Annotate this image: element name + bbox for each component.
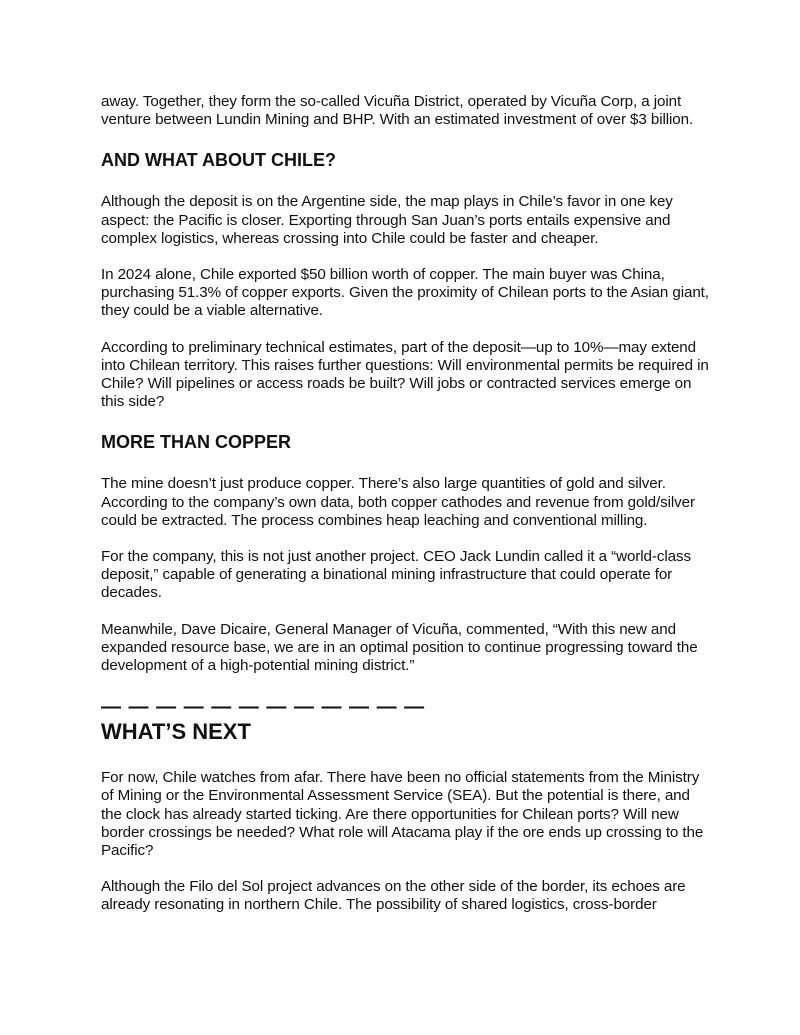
paragraph-next-1: For now, Chile watches from afar. There have been no official statements from the Ministry of Mining or the Environmental Assessment Service (SEA). But the potential is there, and the clock has already started ticking. Are there opportunities for Chilean ports? Will new border crossings be needed? What role will Atacama play if the ore ends up crossing to the Pacific? <box>101 769 704 860</box>
article-page <box>101 93 711 915</box>
paragraph-copper-3: Meanwhile, Dave Dicaire, General Manager of Vicuña, commented, “With this new and expanded resource base, we are in an optimal position to continue progressing toward the development of a high-potential mining district.” <box>101 620 698 675</box>
paragraph-next-2: Although the Filo del Sol project advances on the other side of the border, its echoes are already resonating in northern Chile. The possibility of shared logistics, cross-border <box>101 878 686 914</box>
paragraph-intro: away. Together, they form the so-called Vicuña District, operated by Vicuña Corp, a joint venture between Lundin Mining and BHP. With an estimated investment of over $3 billion. <box>101 93 694 129</box>
heading-copper: MORE THAN COPPER <box>101 432 292 453</box>
paragraph-copper-2: For the company, this is not just another project. CEO Jack Lundin called it a “world-class deposit,” capable of generating a binational mining infrastructure that could operate for decades. <box>101 548 691 602</box>
paragraph-chile-2: In 2024 alone, Chile exported $50 billion worth of copper. The main buyer was China, purchasing 51.3% of copper exports. Given the proximity of Chilean ports to the Asian giant, they could be a viable alternative. <box>101 266 709 320</box>
paragraph-chile-3: According to preliminary technical estimates, part of the deposit—up to 10%—may extend into Chilean territory. This raises further questions: Will environmental permits be required in Chile? Will pipelines or access roads be built? Will jobs or contracted services emerge on this side? <box>101 338 709 411</box>
section-divider: — — — — — — — — — — — — <box>101 696 426 719</box>
heading-chile: AND WHAT ABOUT CHILE? <box>101 150 336 171</box>
paragraph-copper-1: The mine doesn’t just produce copper. There’s also large quantities of gold and silver. According to the company’s own data, both copper cathodes and revenue from gold/silver could be extracted. The process combines heap leaching and conventional milling. <box>101 475 695 529</box>
paragraph-chile-1: Although the deposit is on the Argentine side, the map plays in Chile’s favor in one key aspect: the Pacific is closer. Exporting through San Juan’s ports entails expensive and complex logistics, whereas crossing into Chile could be faster and cheaper. <box>101 193 673 247</box>
heading-next: WHAT’S NEXT <box>101 719 251 745</box>
